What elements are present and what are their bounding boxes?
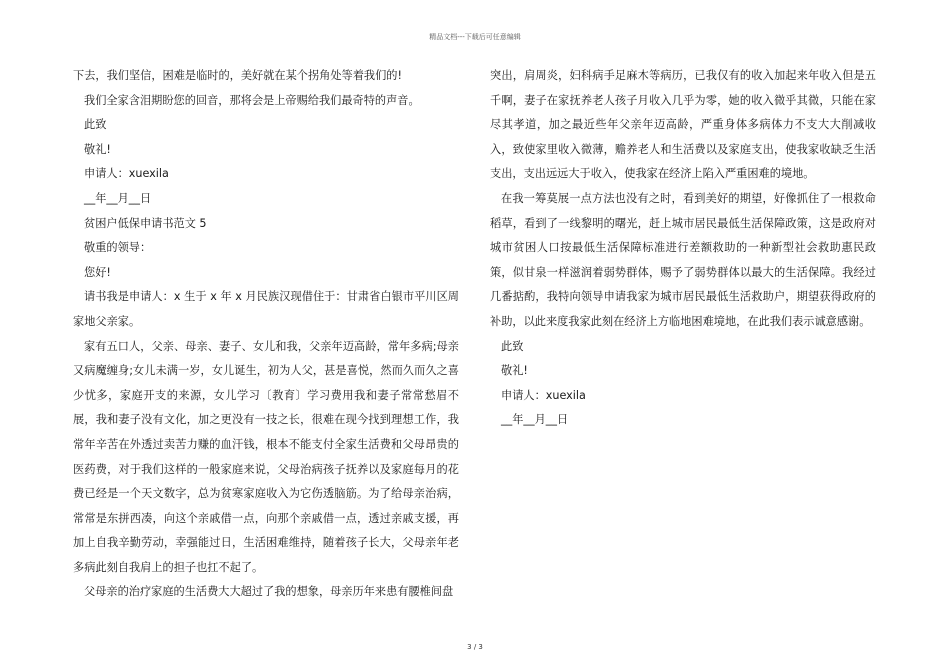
greeting: 您好! [84,265,111,279]
applicant-line: 申请人：xuexila [84,167,169,181]
closing-respect: 敬礼! [84,142,111,156]
paragraph: 父母亲的治疗家庭的生活费大大超过了我的想象，母亲历年来患有腰椎间盘 [84,585,454,599]
date-line: __年__月__日 [84,191,152,205]
left-text-column [73,64,459,605]
closing-respect: 敬礼! [501,364,528,378]
right-text-column [490,64,876,433]
paragraph: 请书我是申请人：x 生于 x 年 x 月民族汉现借住于：甘肃省白银市平川区周家地父亲家。 [73,290,459,328]
greeting: 敬重的领导： [84,241,152,255]
page-header: 精品文档---下载后可任意编辑 [429,33,521,41]
closing-salutation: 此致 [84,118,107,132]
paragraph: 我们全家含泪期盼您的回音，那将会是上帝赐给我们最奇特的声音。 [84,93,420,107]
applicant-line: 申请人：xuexila [501,388,586,402]
section-title: 贫困户低保申请书范文 5 [84,216,207,230]
date-line: __年__月__日 [501,413,569,427]
paragraph: 家有五口人，父亲、母亲、妻子、女儿和我，父亲年迈高龄，常年多病;母亲又病魔缠身;女儿未满一岁，女儿诞生，初为人父，甚是喜悦，然而久而久之喜少忧多，家庭开支的来源，女儿学习〔教育〕学习费用我和妻子常常愁眉不展，我和妻子没有文化，加之更没有一技之长，很难在现今找到理想工作，我常年辛苦在外透过卖苦力赚的血汗钱，根本不能支付全家生活费和父母昂贵的医药费，对于我们这样的一般家庭来说，父母治病孩子抚养以及家庭每月的花费已经是一个天文数字，总为贫寒家庭收入为它伤透脑筋。为了给母亲治病，常常是东拼西凑，向这个亲戚借一点，向那个亲戚借一点，透过亲戚支援，再加上自我辛勤劳动，幸强能过日，生活困难维持，随着孩子长大，父母亲年老多病此刻自我肩上的担子也扛不起了。 [73,339,459,574]
page-number: 3 / 3 [467,643,483,651]
closing-salutation: 此致 [501,339,524,353]
paragraph: 突出，肩周炎，妇科病手足麻木等病历，已我仅有的收入加起来年收入但是五千啊，妻子在家抚养老人孩子月收入几乎为零，她的收入微乎其微，只能在家尽其孝道，加之最近些年父亲年迈高龄，严重身体多病体力不支大大削减收入，致使家里收入微薄，赡养老人和生活费以及家庭支出，使我家收缺乏生活支出，支出远远大于收入，使我家在经济上陷入严重困难的境地。 [490,69,876,181]
paragraph: 在我一筹莫展一点方法也没有之时，看到美好的期望，好像抓住了一根救命稻草，看到了一线黎明的曙光，赶上城市居民最低生活保障政策，这是政府对城市贫困人口按最低生活保障标准进行差额救助的一种新型社会救助惠民政策，似甘泉一样滋润着弱势群体，赐予了弱势群体以最大的生活保障。我经过几番掂酌，我特向领导申请我家为城市居民最低生活救助户，期望获得政府的补助，以此来度我家此刻在经济上方临地困难境地，在此我们表示诚意感谢。 [490,191,876,328]
paragraph: 下去，我们坚信，困难是临时的，美好就在某个拐角处等着我们的! [73,69,402,82]
